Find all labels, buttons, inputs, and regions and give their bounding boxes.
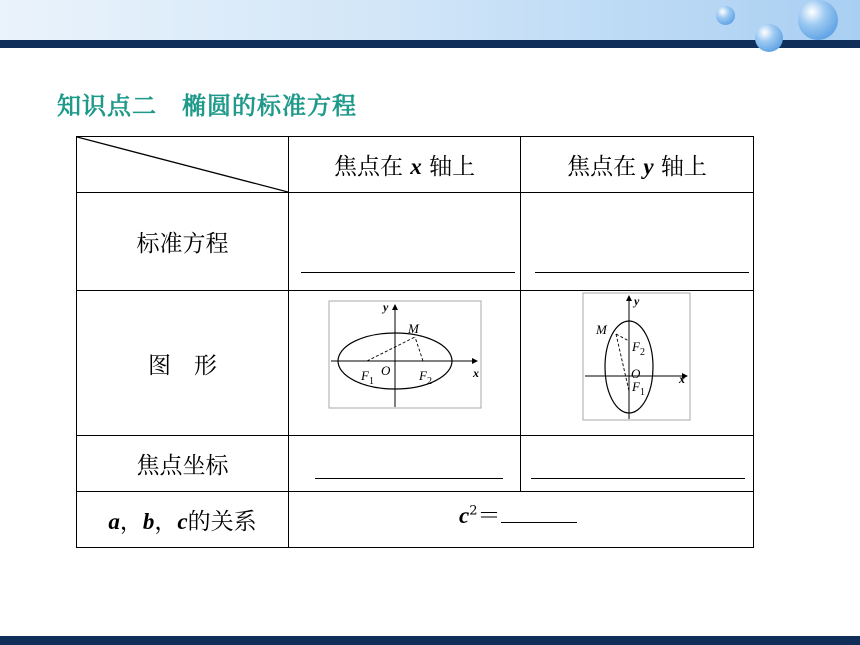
decor-bubble-small (716, 6, 735, 25)
blank-focus-x (289, 436, 521, 492)
point-m-label: M (596, 322, 607, 337)
label-standard-equation: 标准方程 (77, 193, 289, 291)
ellipse-table (76, 136, 754, 548)
label-focus-coordinates: 焦点坐标 (77, 436, 289, 492)
answer-line (535, 272, 749, 273)
answer-line (301, 272, 515, 273)
bottom-divider (0, 636, 860, 645)
f2-subscript: 2 (427, 376, 432, 387)
header-row (77, 137, 754, 193)
row-graph (77, 291, 754, 436)
answer-line (501, 522, 577, 523)
relation-formula-cell (289, 492, 754, 548)
f2-label: F (632, 339, 640, 354)
x-axis-label: x (473, 366, 479, 380)
top-divider (0, 40, 860, 48)
f2-label: F (419, 368, 427, 383)
y-axis-label: y (383, 300, 389, 314)
f1-label: F (632, 379, 640, 394)
label-graph: 图 形 (77, 291, 289, 436)
blank-equation-y (521, 193, 754, 291)
focal-radius-2 (616, 334, 629, 341)
f1-subscript: 1 (369, 376, 374, 387)
focal-radius-1 (616, 334, 629, 391)
row-standard-equation (77, 193, 754, 291)
section-title: 知识点二 椭圆的标准方程 (57, 92, 357, 120)
focal-radius-1 (367, 337, 415, 361)
label-relation: a，b，c的关系 (77, 492, 289, 548)
f2-subscript: 2 (640, 347, 645, 358)
ellipse-y-figure (521, 291, 753, 435)
origin-label: O (381, 363, 391, 378)
header-y-axis: 焦点在 y 轴上 (521, 137, 754, 193)
f1-subscript: 1 (640, 387, 645, 398)
diagonal-line (77, 137, 288, 192)
f1-label: F (361, 368, 369, 383)
graph-y-cell (521, 291, 754, 436)
ellipse-x-figure (289, 291, 520, 435)
header-x-axis: 焦点在 x 轴上 (289, 137, 521, 193)
row-focus-coordinates (77, 436, 754, 492)
graph-x-cell (289, 291, 521, 436)
origin-label: O (631, 366, 641, 381)
relation-formula: $c^2=$ (459, 497, 577, 530)
blank-focus-y (521, 436, 754, 492)
row-relation (77, 492, 754, 548)
x-axis-label: x (679, 372, 685, 386)
answer-line (315, 478, 503, 479)
figure-frame (329, 301, 481, 408)
figure-frame (583, 293, 690, 420)
y-axis-label: y (634, 294, 640, 308)
diagonal-corner-cell (77, 137, 289, 193)
blank-equation-x (289, 193, 521, 291)
answer-line (531, 478, 745, 479)
focal-radius-2 (415, 337, 423, 361)
decor-bubble-medium (755, 24, 783, 52)
decor-bubble-large (798, 0, 838, 40)
point-m-label: M (408, 321, 419, 336)
